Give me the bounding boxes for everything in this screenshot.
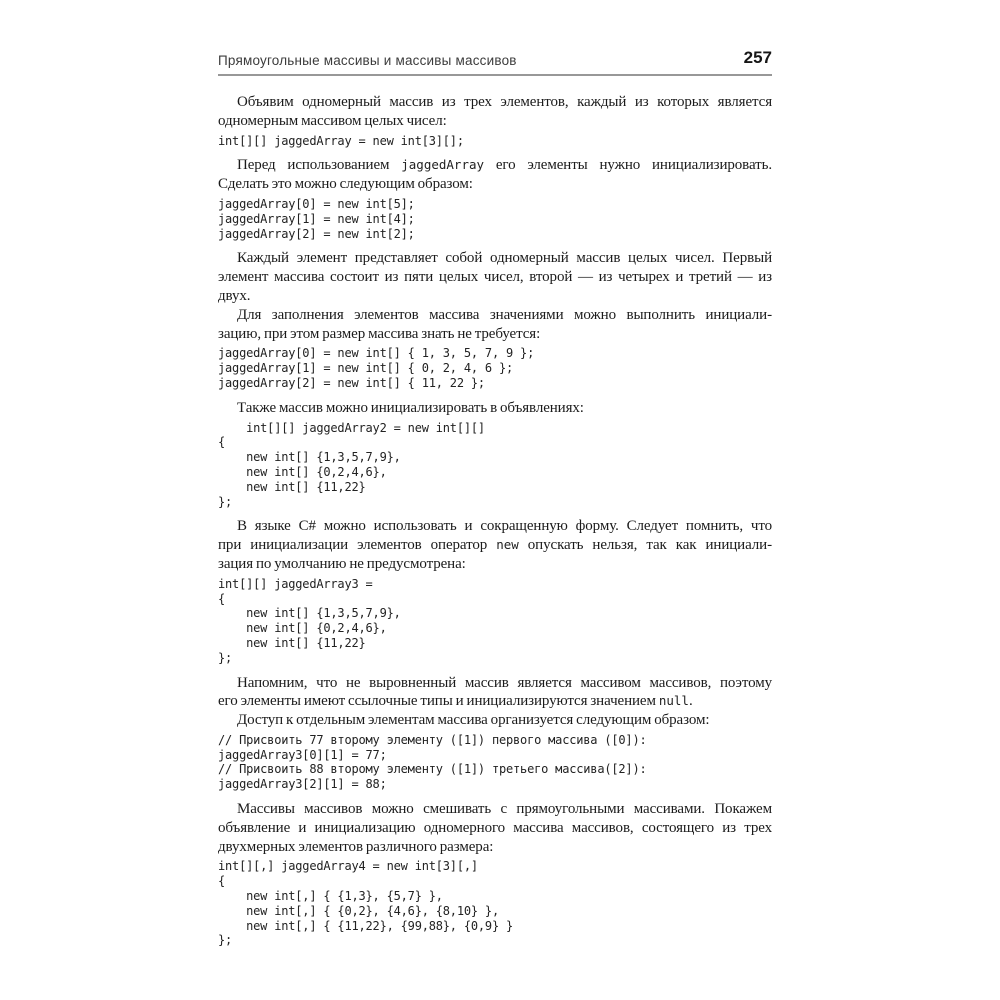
- paragraph-line: объявление и инициализацию одномерного массива массивов, состоящего из трех: [218, 819, 772, 836]
- code-line: // Присвоить 88 второму элементу ([1]) третьего массива([2]):: [218, 762, 647, 777]
- paragraph: [218, 306, 772, 344]
- paragraph-line: зацию, при этом размер массива знать не требуется:: [218, 325, 541, 342]
- paragraph-line: Каждый элемент представляет собой одномерный массив целых чисел. Первый: [237, 250, 772, 267]
- paragraph: [218, 711, 772, 730]
- code-line: new int[] {11,22}: [218, 479, 366, 494]
- paragraph-line: двухмерных элементов различного размера:: [218, 838, 494, 855]
- code-line: int[][,] jaggedArray4 = new int[3][,]: [218, 859, 478, 874]
- code-line: int[][] jaggedArray2 = new int[][]: [218, 420, 485, 435]
- code-block: [218, 134, 772, 149]
- page-number: 257: [743, 48, 772, 67]
- paragraph: [218, 156, 772, 194]
- paragraph-line: зация по умолчанию не предусмотрена:: [218, 555, 466, 572]
- code-block: [218, 346, 772, 390]
- paragraph-line: Также массив можно инициализировать в объявлениях:: [237, 399, 584, 416]
- code-line: {: [218, 591, 226, 606]
- code-line: int[][] jaggedArray = new int[3][];: [218, 133, 464, 148]
- code-line: jaggedArray[1] = new int[] { 0, 2, 4, 6 };: [218, 361, 514, 376]
- code-line: new int[,] { {1,3}, {5,7} },: [218, 889, 443, 904]
- code-line: };: [218, 650, 233, 665]
- paragraph-line: Напомним, что не выровненный массив является массивом массивов, поэтому: [237, 674, 772, 691]
- code-line: {: [218, 874, 226, 889]
- code-line: new int[] {1,3,5,7,9},: [218, 606, 401, 621]
- code-line: {: [218, 435, 226, 450]
- paragraph: [218, 517, 772, 573]
- paragraph: [218, 249, 772, 305]
- page: [218, 48, 772, 956]
- inline-code: jaggedArray: [401, 157, 485, 173]
- code-line: };: [218, 494, 233, 509]
- paragraph-line: В языке C# можно использовать и сокращенную форму. Следует помнить, что: [237, 518, 772, 535]
- code-line: jaggedArray[0] = new int[5];: [218, 196, 415, 211]
- code-line: jaggedArray[2] = new int[2];: [218, 226, 415, 241]
- code-block: [218, 421, 772, 510]
- paragraph-line: Объявим одномерный массив из трех элементов, каждый из которых является: [237, 94, 772, 110]
- code-line: new int[] {1,3,5,7,9},: [218, 450, 401, 465]
- code-line: jaggedArray[1] = new int[4];: [218, 211, 415, 226]
- paragraph: [218, 674, 772, 712]
- page-header: [218, 48, 772, 76]
- paragraph-line: Сделать это можно следующим образом:: [218, 176, 473, 193]
- paragraph-line: одномерным массивом целых чисел:: [218, 112, 447, 129]
- paragraph: [218, 800, 772, 856]
- code-line: jaggedArray[0] = new int[] { 1, 3, 5, 7, 9 };: [218, 346, 535, 361]
- code-line: jaggedArray3[2][1] = 88;: [218, 777, 387, 792]
- paragraph-line: Для заполнения элементов массива значениями можно выполнить инициали-: [237, 306, 772, 323]
- code-line: new int[,] { {11,22}, {99,88}, {0,9} }: [218, 918, 514, 933]
- code-line: jaggedArray3[0][1] = 77;: [218, 747, 387, 762]
- code-block: [218, 733, 772, 792]
- code-block: [218, 197, 772, 241]
- code-line: new int[] {11,22}: [218, 635, 366, 650]
- paragraph: [218, 93, 772, 131]
- code-line: new int[] {0,2,4,6},: [218, 464, 387, 479]
- paragraph-line: Доступ к отдельным элементам массива организуется следующим образом:: [237, 712, 710, 729]
- paragraph: [218, 399, 772, 418]
- paragraph-line: Массивы массивов можно смешивать с прямоугольными массивами. Покажем: [237, 801, 772, 818]
- code-block: [218, 859, 772, 948]
- code-line: int[][] jaggedArray3 =: [218, 576, 373, 591]
- code-block: [218, 577, 772, 666]
- paragraph-line: элемент массива состоит из пяти целых чисел, второй — из четырех и третий — из: [218, 269, 772, 286]
- inline-code: new: [496, 537, 519, 553]
- paragraph-line: при инициализации элементов оператор new опускать нельзя, так как инициали-: [218, 537, 772, 554]
- code-line: new int[] {0,2,4,6},: [218, 621, 387, 636]
- code-line: jaggedArray[2] = new int[] { 11, 22 };: [218, 375, 485, 390]
- inline-code: null: [658, 693, 689, 709]
- code-line: };: [218, 933, 233, 948]
- code-line: new int[,] { {0,2}, {4,6}, {8,10} },: [218, 903, 499, 918]
- running-title: Прямоугольные массивы и массивы массивов: [218, 53, 517, 68]
- code-line: // Присвоить 77 второму элементу ([1]) первого массива ([0]):: [218, 732, 647, 747]
- page-content: [218, 93, 772, 948]
- paragraph-line: его элементы имеют ссылочные типы и инициализируются значением null.: [218, 693, 693, 710]
- paragraph-line: двух.: [218, 287, 251, 304]
- paragraph-line: Перед использованием jaggedArray его элементы нужно инициализировать.: [237, 157, 772, 174]
